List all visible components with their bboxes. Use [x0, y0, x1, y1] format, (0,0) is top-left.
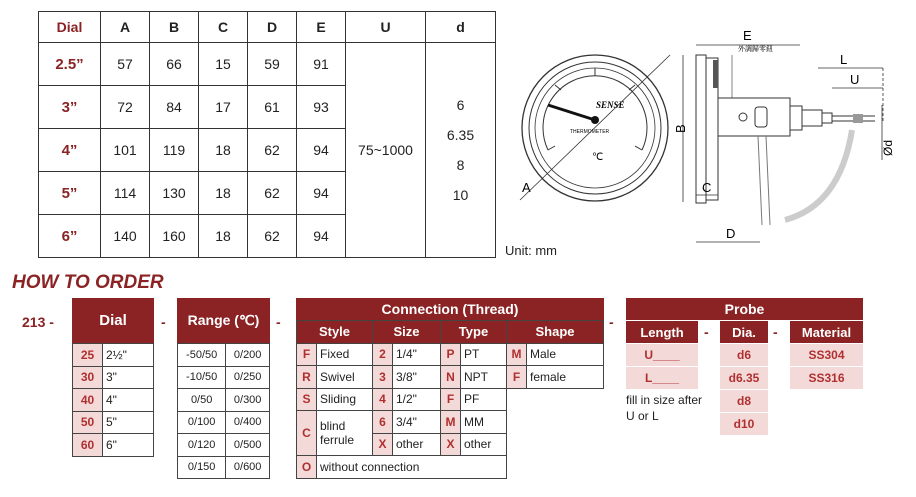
dial-size: 3” — [39, 86, 101, 129]
subhead-type: Type — [441, 321, 507, 344]
range-value: 0/200 — [226, 344, 270, 367]
value-b: 160 — [150, 215, 199, 258]
separator: - — [773, 324, 778, 340]
probe-subhead-material: Material — [790, 321, 863, 343]
dim-label-e: E — [743, 28, 752, 43]
size-label: other — [393, 433, 441, 456]
value-a: 57 — [101, 43, 150, 86]
table-row — [39, 43, 496, 86]
material-code: SS304 — [790, 344, 863, 366]
type-code: P — [441, 343, 461, 366]
dial-code: 50 — [73, 411, 103, 434]
header-a: A — [101, 12, 150, 43]
type-code: M — [441, 411, 461, 434]
dim-label-l: L — [840, 52, 848, 67]
header-c: C — [199, 12, 248, 43]
type-label: PF — [461, 388, 507, 411]
value-c: 18 — [199, 215, 248, 258]
value-c: 18 — [199, 129, 248, 172]
brand-text: SENSE — [596, 100, 625, 110]
list-item — [178, 344, 270, 367]
dial-code: 40 — [73, 389, 103, 412]
length-note: fill in size after U or L — [626, 393, 703, 423]
table-row — [297, 388, 604, 411]
shape-code: F — [507, 366, 527, 389]
range-block-header: Range (℃) — [177, 298, 270, 343]
type-label: PT — [461, 343, 507, 366]
dial-size: 4” — [39, 129, 101, 172]
connection-subheader-row — [297, 321, 604, 344]
order-prefix: 213 - — [22, 314, 54, 330]
table-row — [297, 456, 604, 479]
table-row — [297, 343, 604, 366]
value-a: 101 — [101, 129, 150, 172]
size-code: X — [373, 433, 393, 456]
probe-subhead-dia: Dia. — [720, 321, 768, 343]
header-b: B — [150, 12, 199, 43]
value-b: 66 — [150, 43, 199, 86]
range-value: 0/100 — [178, 411, 226, 434]
dial-label: 3" — [103, 366, 154, 389]
list-item — [73, 434, 154, 457]
type-code: X — [441, 433, 461, 456]
range-value: 0/600 — [226, 456, 270, 479]
style-label: blind ferrule — [317, 411, 373, 456]
material-code: SS316 — [790, 367, 863, 389]
dim-label-b: B — [673, 124, 688, 133]
value-d: 62 — [248, 172, 297, 215]
type-code: F — [441, 388, 461, 411]
list-item — [178, 411, 270, 434]
value-u: 75~1000 — [346, 43, 426, 258]
dial-label: THERMOMETER — [570, 129, 610, 135]
value-e: 94 — [297, 172, 346, 215]
value-a: 140 — [101, 215, 150, 258]
value-b: 119 — [150, 129, 199, 172]
style-label: without connection — [317, 456, 507, 479]
style-label: Swivel — [317, 366, 373, 389]
range-value: 0/50 — [178, 389, 226, 412]
header-d-small: d — [426, 12, 496, 43]
dial-label: 5" — [103, 411, 154, 434]
separator: - — [161, 314, 166, 330]
subhead-shape: Shape — [507, 321, 604, 344]
value-b: 84 — [150, 86, 199, 129]
header-u: U — [346, 12, 426, 43]
range-value: 0/120 — [178, 434, 226, 457]
range-value: 0/150 — [178, 456, 226, 479]
dia-code: d10 — [720, 413, 768, 435]
list-item — [178, 366, 270, 389]
value-b: 130 — [150, 172, 199, 215]
size-label: 1/4" — [393, 343, 441, 366]
dia-code: d6 — [720, 344, 768, 366]
range-value: 0/500 — [226, 434, 270, 457]
size-label: 1/2" — [393, 388, 441, 411]
style-code: C — [297, 411, 317, 456]
size-label: 3/8" — [393, 366, 441, 389]
value-d: 62 — [248, 129, 297, 172]
size-code: 2 — [373, 343, 393, 366]
dim-label-c: C — [702, 180, 712, 195]
list-item — [178, 389, 270, 412]
dim-label-d-small: Ød — [881, 139, 895, 156]
style-code: O — [297, 456, 317, 479]
blank-cell — [507, 456, 604, 479]
style-code: R — [297, 366, 317, 389]
thermometer-drawing — [500, 10, 910, 250]
style-label: Sliding — [317, 388, 373, 411]
style-label: Fixed — [317, 343, 373, 366]
header-d: D — [248, 12, 297, 43]
value-e: 94 — [297, 129, 346, 172]
dim-label-u: U — [850, 72, 860, 87]
unit-label: Unit: mm — [505, 243, 557, 258]
dial-block-header: Dial — [72, 298, 154, 343]
value-c: 15 — [199, 43, 248, 86]
list-item — [73, 344, 154, 367]
size-code: 4 — [373, 388, 393, 411]
range-value: 0/300 — [226, 389, 270, 412]
dimension-table — [38, 11, 496, 258]
value-c: 18 — [199, 172, 248, 215]
style-code: F — [297, 343, 317, 366]
range-value: 0/400 — [226, 411, 270, 434]
type-label: NPT — [461, 366, 507, 389]
dial-label: 4" — [103, 389, 154, 412]
list-item — [73, 366, 154, 389]
list-item — [178, 434, 270, 457]
separator: - — [609, 314, 614, 330]
size-code: 6 — [373, 411, 393, 434]
shape-label: Male — [527, 343, 604, 366]
range-value: -50/50 — [178, 344, 226, 367]
size-label: 3/4" — [393, 411, 441, 434]
probe-subhead-length: Length — [626, 321, 698, 343]
subhead-size: Size — [373, 321, 441, 344]
size-code: 3 — [373, 366, 393, 389]
header-e: E — [297, 12, 346, 43]
callout-text: 外調歸零鈕 — [738, 45, 773, 53]
separator: - — [704, 324, 709, 340]
list-item — [73, 389, 154, 412]
probe-block — [626, 298, 863, 320]
d-value: 6.35 — [446, 127, 475, 143]
value-a: 72 — [101, 86, 150, 129]
dial-code: 25 — [73, 344, 103, 367]
how-to-order-title: HOW TO ORDER — [12, 272, 164, 293]
style-code: S — [297, 388, 317, 411]
dial-size: 6” — [39, 215, 101, 258]
shape-label: female — [527, 366, 604, 389]
dial-code: 60 — [73, 434, 103, 457]
type-code: N — [441, 366, 461, 389]
header-dial: Dial — [39, 12, 101, 43]
range-block — [177, 298, 270, 479]
value-c: 17 — [199, 86, 248, 129]
dial-size: 2.5” — [39, 43, 101, 86]
value-e: 93 — [297, 86, 346, 129]
dim-label-d: D — [726, 226, 736, 241]
rotation-arrow-icon — [785, 130, 852, 220]
dial-block — [72, 298, 154, 457]
value-d-list — [426, 43, 496, 258]
type-label: MM — [461, 411, 507, 434]
dial-code: 30 — [73, 366, 103, 389]
subhead-style: Style — [297, 321, 373, 344]
d-value: 6 — [456, 97, 465, 113]
table-row — [297, 366, 604, 389]
value-d: 62 — [248, 215, 297, 258]
value-d: 61 — [248, 86, 297, 129]
length-code: L____ — [626, 367, 698, 389]
dimension-header-row — [39, 12, 496, 43]
shape-code: M — [507, 343, 527, 366]
connection-block-header: Connection (Thread) — [296, 298, 604, 320]
value-a: 114 — [101, 172, 150, 215]
dial-size: 5” — [39, 172, 101, 215]
value-d: 59 — [248, 43, 297, 86]
separator: - — [276, 314, 281, 330]
list-item — [178, 456, 270, 479]
list-item — [73, 411, 154, 434]
d-value: 8 — [456, 157, 465, 173]
dial-unit: ℃ — [592, 152, 604, 163]
length-code: U____ — [626, 344, 698, 366]
value-e: 94 — [297, 215, 346, 258]
probe-block-header: Probe — [626, 298, 863, 320]
range-value: 0/250 — [226, 366, 270, 389]
range-value: -10/50 — [178, 366, 226, 389]
connection-block — [296, 298, 604, 479]
blank-cell — [507, 388, 604, 456]
dial-label: 6" — [103, 434, 154, 457]
dia-code: d6.35 — [720, 367, 768, 389]
dia-code: d8 — [720, 390, 768, 412]
dim-label-a: A — [522, 180, 531, 195]
type-label: other — [461, 433, 507, 456]
d-value: 10 — [452, 187, 469, 203]
dial-label: 2½" — [103, 344, 154, 367]
value-e: 91 — [297, 43, 346, 86]
